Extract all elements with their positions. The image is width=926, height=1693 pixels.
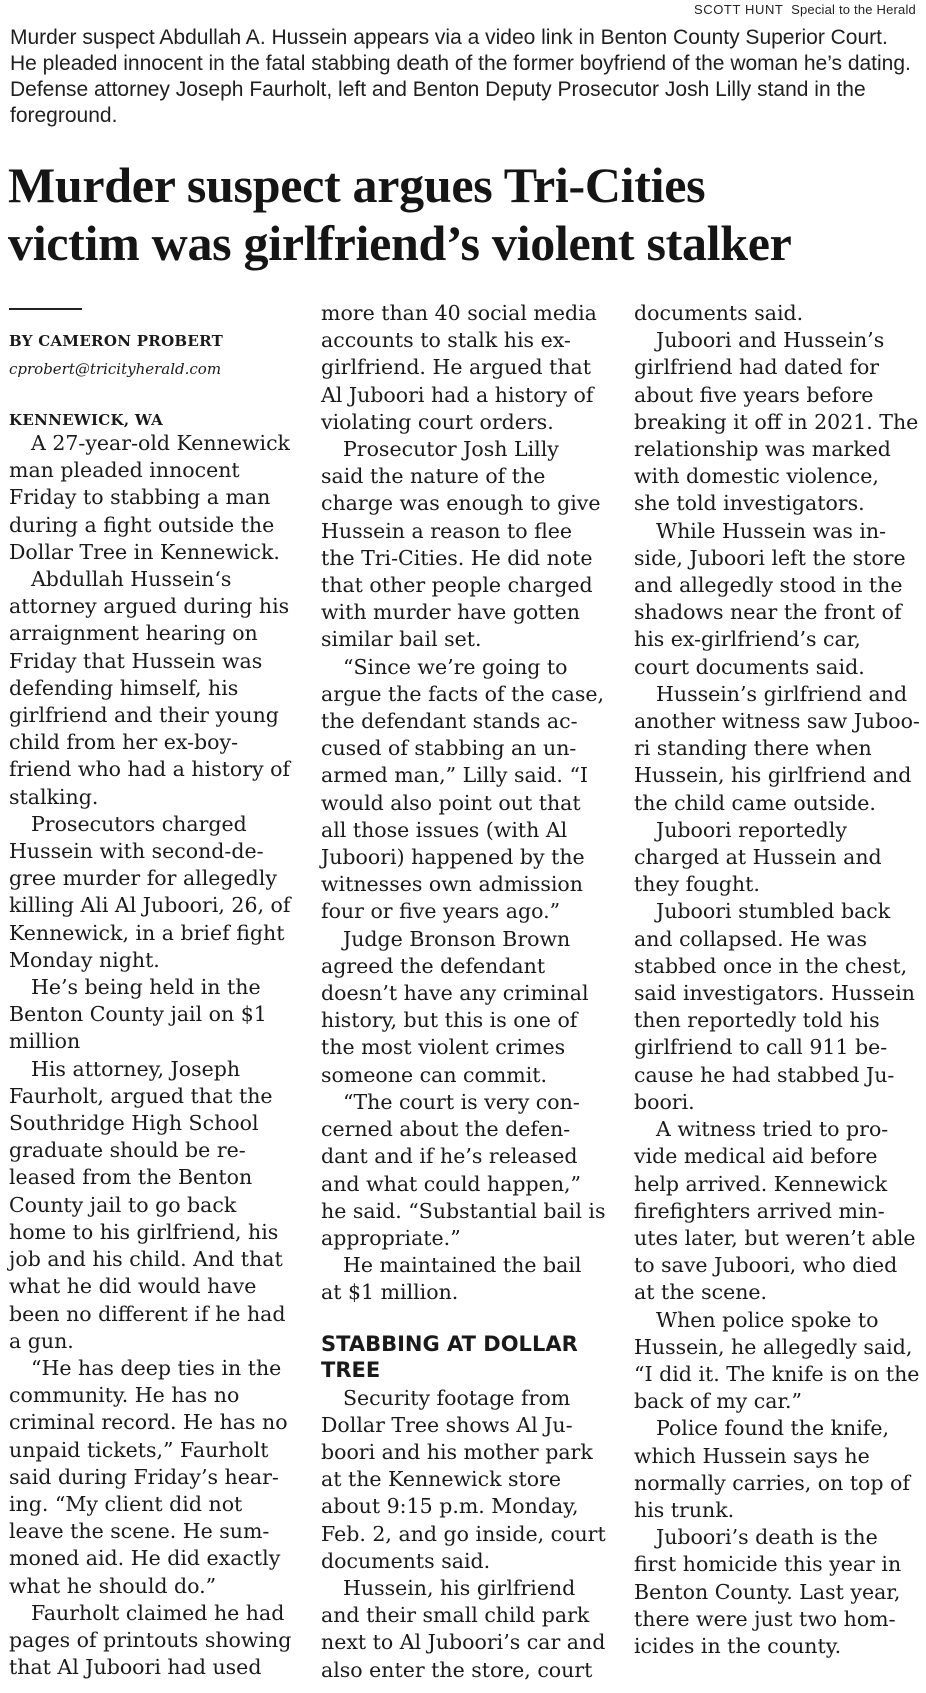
article-line: next to Al Juboori’s car and [321,1630,606,1655]
article-line: Feb. 2, and go inside, court [321,1521,606,1546]
article-column-1 [9,300,299,1681]
article-line: Benton County. Last year, [634,1579,901,1604]
article-line: Hussein, his girlfriend [343,1575,576,1600]
article-line: back of my car.” [634,1389,802,1414]
article-line: While Hussein was in- [656,518,887,543]
article-line: dant and if he’s released [321,1144,578,1169]
article-line: leave the scene. He sum- [9,1519,270,1544]
article-line: Monday night. [9,947,160,972]
article-line: his trunk. [634,1497,735,1522]
article-line: Kennewick, in a brief fight [9,920,285,945]
article-line: the most violent crimes [321,1035,566,1060]
article-line: a gun. [9,1328,74,1353]
article-line: Faurholt, argued that the [9,1083,273,1108]
article-line: similar bail set. [321,627,482,652]
article-line: violating court orders. [321,409,554,434]
article-line: Security footage from [343,1385,571,1410]
article-line: charged at Hussein and [634,845,882,870]
article-line: said the nature of the [321,464,546,489]
column-2-body-bottom [321,1385,611,1684]
article-line: “He has deep ties in the [31,1355,282,1380]
subhead-line-1: STABBING AT DOLLAR [321,1331,578,1356]
article-line: Benton County jail on $1 [9,1002,267,1027]
article-line: Hussein a reason to flee [321,518,573,543]
article-line: Juboori’s death is the [656,1525,878,1550]
article-line: doesn’t have any criminal [321,981,589,1006]
article-line: documents said. [321,1548,491,1573]
headline-line-2: victim was girlfriend’s violent stalker [8,215,792,271]
article-line: what he should do.” [9,1573,217,1598]
article-line: accounts to stalk his ex- [321,328,571,353]
headline [8,156,920,272]
article-line: County jail to go back [9,1192,237,1217]
article-line: child from her ex-boy- [9,730,239,755]
article-column-3 [634,300,924,1660]
article-line: first homicide this year in [634,1552,902,1577]
article-line: vide medical aid before [634,1144,878,1169]
author-email: cprobert@tricityherald.com [9,360,222,378]
article-line: argue the facts of the case, [321,681,605,706]
article-line: Dollar Tree in Kennewick. [9,539,280,564]
article-line: court documents said. [634,654,865,679]
column-2-body-top [321,300,611,1307]
article-line: side, Juboori left the store [634,545,906,570]
article-line: girlfriend. He argued that [321,355,592,380]
article-line: Dollar Tree shows Al Ju- [321,1412,573,1437]
article-line: Juboori) happened by the [321,845,585,870]
article-line: His attorney, Joseph [31,1056,241,1081]
article-line: arraignment hearing on [9,621,258,646]
column-1-body [9,430,299,1681]
article-line: criminal record. He has no [9,1410,288,1435]
article-line: armed man,” Lilly said. “I [321,763,589,788]
article-line: said investigators. Hussein [634,981,916,1006]
article-line: Friday that Hussein was [9,648,263,673]
article-line: the Tri-Cities. He did note [321,545,593,570]
article-line: Prosecutors charged [31,811,247,836]
article-line: boori. [634,1089,695,1114]
article-line: another witness saw Juboo- [634,709,920,734]
article-line: gree murder for allegedly [9,866,277,891]
article-line: cused of stabbing an un- [321,736,577,761]
article-line: with domestic violence, [634,464,879,489]
dateline: KENNEWICK, WA [9,411,164,429]
article-line: and allegedly stood in the [634,573,903,598]
article-line: help arrived. Kennewick [634,1171,888,1196]
article-line: graduate should be re- [9,1138,246,1163]
article-line: said during Friday’s hear- [9,1464,279,1489]
article-line: girlfriend to call 911 be- [634,1035,888,1060]
article-line: killing Ali Al Juboori, 26, of [9,893,291,918]
article-line: what he did would have [9,1274,257,1299]
article-line: utes later, but weren’t able [634,1225,916,1250]
article-line: Prosecutor Josh Lilly [343,437,559,462]
article-line: more than 40 social media [321,301,597,325]
article-line: that Al Juboori had used [9,1655,262,1680]
article-line: leased from the Benton [9,1165,253,1190]
article-line: pages of printouts showing [9,1627,292,1652]
article-line: job and his child. And that [9,1247,283,1272]
headline-line-1: Murder suspect argues Tri-Cities [8,157,706,213]
article-line: Friday to stabbing a man [9,485,271,510]
byline-rule [9,308,82,310]
article-line: shadows near the front of [634,600,902,625]
article-line: icides in the county. [634,1633,842,1658]
article-line: “I did it. The knife is on the [634,1361,920,1386]
article-line: charge was enough to give [321,491,601,516]
article-line: home to his girlfriend, his [9,1219,279,1244]
article-column-2 [321,300,611,1684]
article-line: He maintained the bail [343,1253,582,1278]
article-line: community. He has no [9,1383,240,1408]
article-line: his ex-girlfriend’s car, [634,627,861,652]
article-line: cause he had stabbed Ju- [634,1062,895,1087]
article-line: been no different if he had [9,1301,286,1326]
article-line: moned aid. He did exactly [9,1546,281,1571]
article-line: ri standing there when [634,736,872,761]
article-line: then reportedly told his [634,1008,880,1033]
article-line: attorney argued during his [9,594,290,619]
article-line: Hussein’s girlfriend and [656,681,908,706]
article-line: about 9:15 p.m. Monday, [321,1494,579,1519]
article-line: they fought. [634,872,760,897]
article-line: boori and his mother park [321,1439,593,1464]
article-line: friend who had a history of [9,757,291,782]
photo-credit-name: SCOTT HUNT [693,2,784,17]
article-line: Juboori reportedly [656,817,847,842]
article-line: man pleaded innocent [9,458,240,483]
article-line: Police found the knife, [656,1416,890,1441]
article-line: Al Juboori had a history of [321,382,594,407]
article-line: all those issues (with Al [321,817,568,842]
article-line: that other people charged [321,573,593,598]
article-line: defending himself, his [9,675,239,700]
article-line: with murder have gotten [321,600,581,625]
article-line: Judge Bronson Brown [343,926,571,951]
article-line: documents said. [634,301,804,325]
article-line: stalking. [9,784,99,809]
article-line: someone can commit. [321,1062,548,1087]
article-line: she told investigators. [634,491,865,516]
article-line: appropriate.” [321,1225,461,1250]
article-line: girlfriend had dated for [634,355,880,380]
article-line: during a fight outside the [9,512,275,537]
article-line: Abdullah Hussein‘s [31,567,232,592]
article-line: Juboori stumbled back [656,899,891,924]
article-line: firefighters arrived min- [634,1198,885,1223]
article-line: at the Kennewick store [321,1467,562,1492]
article-line: to save Juboori, who died [634,1253,898,1278]
article-line: Southridge High School [9,1111,259,1136]
article-line: the child came outside. [634,790,876,815]
article-line: and what could happen,” [321,1171,582,1196]
article-line: history, but this is one of [321,1008,578,1033]
article-line: four or five years ago.” [321,899,561,924]
article-line: he said. “Substantial bail is [321,1198,606,1223]
article-line: which Hussein says he [634,1443,870,1468]
article-line: unpaid tickets,” Faurholt [9,1437,269,1462]
article-line: He’s being held in the [31,975,261,1000]
article-line: Juboori and Hussein’s [656,328,885,353]
article-line: Hussein, his girlfriend and [634,763,912,788]
article-line: the defendant stands ac- [321,709,578,734]
subhead-line-2: TREE [321,1357,381,1382]
article-line: Hussein, he allegedly said, [634,1334,913,1359]
article-line: million [9,1029,81,1054]
article-line: at the scene. [634,1280,768,1305]
article-line: normally carries, on top of [634,1470,910,1495]
column-3-body [634,300,924,1660]
photo-credit [694,2,916,17]
article-line: Faurholt claimed he had [31,1600,285,1625]
article-line: and collapsed. He was [634,926,867,951]
section-subhead [321,1331,611,1383]
article-line: would also point out that [321,790,581,815]
article-line: and their small child park [321,1603,590,1628]
article-line: about five years before [634,382,874,407]
article-line: cerned about the defen- [321,1117,571,1142]
article-line: “The court is very con- [343,1089,580,1114]
article-line: there were just two hom- [634,1606,896,1631]
photo-credit-role: Special to the Herald [791,2,916,17]
article-line: When police spoke to [656,1307,879,1332]
article-line: ing. “My client did not [9,1491,243,1516]
article-line: “Since we’re going to [343,654,568,679]
article-line: breaking it off in 2021. The [634,409,919,434]
article-line: A witness tried to pro- [656,1117,889,1142]
article-line: girlfriend and their young [9,703,279,728]
article-line: agreed the defendant [321,953,546,978]
byline: BY CAMERON PROBERT [9,332,224,350]
article-line: A 27-year-old Kennewick [31,431,290,455]
article-line: also enter the store, court [321,1657,593,1682]
photo-caption: Murder suspect Abdullah A. Hussein appears via a video link in Benton County Superior Court. He pleaded innocent in the fatal stabbing death of the former boyfriend of the woman he’s dating. Defense attorney Joseph Faurholt, left and Benton Deputy Prosecutor Josh Lilly stand in the foreground. [10,26,911,127]
article-line: at $1 million. [321,1280,459,1305]
article-line: relationship was marked [634,437,891,462]
article-line: witnesses own admission [321,872,583,897]
article-line: Hussein with second-de- [9,839,264,864]
article-line: stabbed once in the chest, [634,953,908,978]
